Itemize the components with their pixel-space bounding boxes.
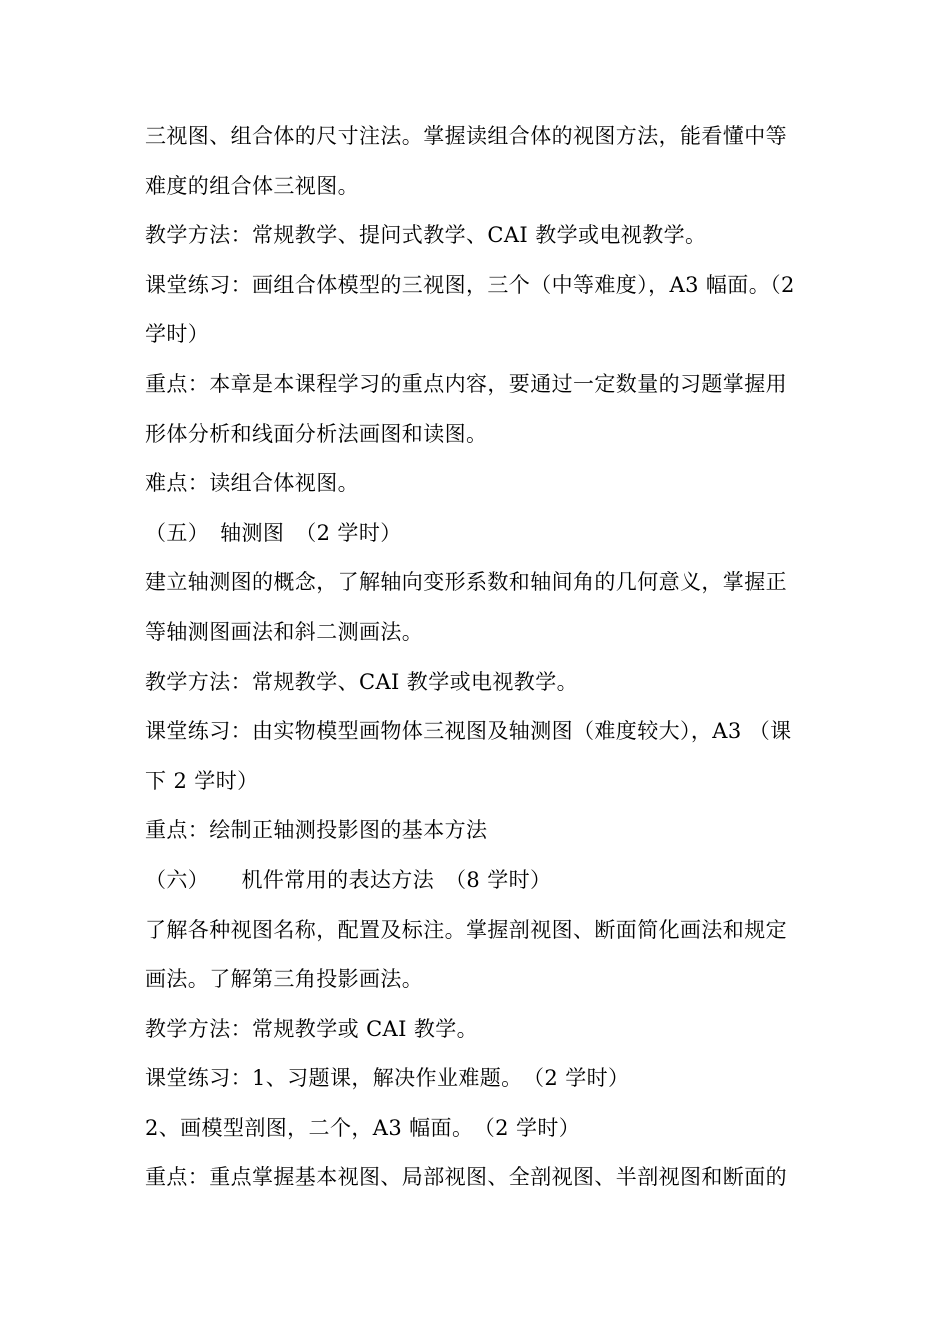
- text-line-22: 重点：重点掌握基本视图、局部视图、全剖视图、半剖视图和断面的: [145, 1165, 787, 1190]
- text-line-13: 课堂练习：由实物模型画物体三视图及轴测图（难度较大），A3 （课: [145, 719, 792, 744]
- text-line-14: 下 2 学时）: [145, 768, 259, 793]
- text-line-18: 画法。了解第三角投影画法。: [145, 967, 424, 992]
- text-line-7: 形体分析和线面分析法画图和读图。: [145, 421, 488, 446]
- document-body: [145, 112, 810, 1203]
- text-line-19: 教学方法：常规教学或 CAI 教学。: [145, 1016, 479, 1041]
- section-heading-6: （六） 机件常用的表达方法 （8 学时）: [145, 867, 552, 892]
- text-line-15: 重点：绘制正轴测投影图的基本方法: [145, 818, 488, 843]
- text-line-8: 难点：读组合体视图。: [145, 471, 359, 496]
- text-line-12: 教学方法：常规教学、CAI 教学或电视教学。: [145, 669, 579, 694]
- text-line-5: 学时）: [145, 322, 210, 347]
- section-heading-5: （五） 轴测图 （2 学时）: [145, 520, 402, 545]
- text-line-4: 课堂练习：画组合体模型的三视图，三个（中等难度），A3 幅面。（2: [145, 272, 795, 297]
- text-line-3: 教学方法：常规教学、提问式教学、CAI 教学或电视教学。: [145, 223, 707, 248]
- text-line-20: 课堂练习：1、习题课，解决作业难题。 （2 学时）: [145, 1066, 630, 1091]
- text-line-6: 重点：本章是本课程学习的重点内容，要通过一定数量的习题掌握用: [145, 371, 787, 396]
- text-line-11: 等轴测图画法和斜二测画法。: [145, 619, 424, 644]
- text-line-1: 三视图、组合体的尺寸注法。掌握读组合体的视图方法，能看懂中等: [145, 124, 787, 148]
- text-line-10: 建立轴测图的概念，了解轴向变形系数和轴间角的几何意义，掌握正: [145, 570, 787, 595]
- text-line-21: 2、画模型剖图，二个，A3 幅面。 （2 学时）: [145, 1115, 581, 1140]
- text-line-2: 难度的组合体三视图。: [145, 173, 359, 198]
- text-line-17: 了解各种视图名称，配置及标注。掌握剖视图、断面简化画法和规定: [145, 917, 787, 942]
